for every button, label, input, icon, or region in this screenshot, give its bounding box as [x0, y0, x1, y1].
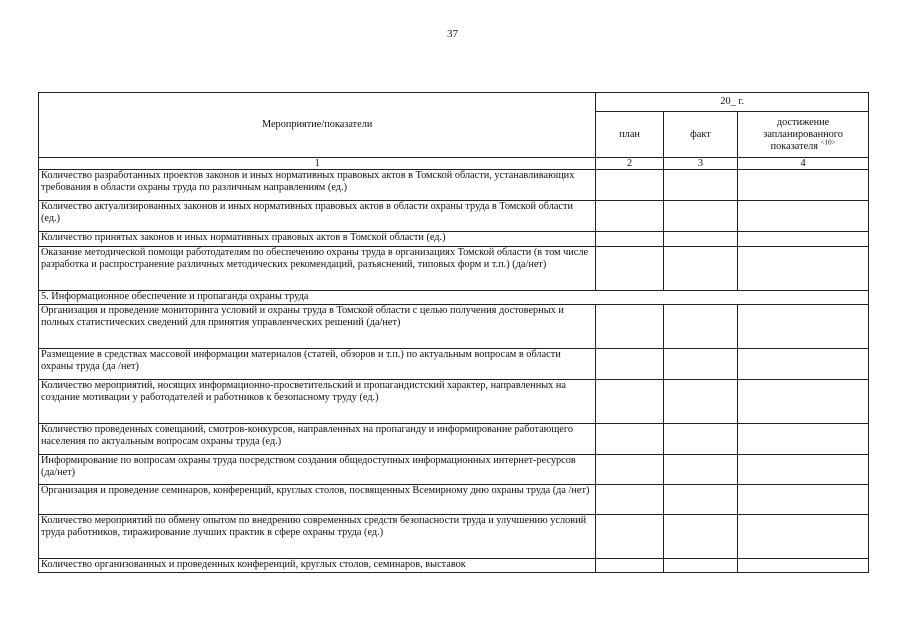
column-number: 4 — [738, 158, 869, 170]
table-row — [39, 455, 869, 485]
page-number: 37 — [447, 28, 458, 40]
table-row — [39, 201, 869, 232]
indicator-text: Размещение в средствах массовой информации материалов (статей, обзоров и т.п.) по актуальным вопросам в области охраны труда (да /нет) — [39, 349, 596, 380]
table-row — [39, 424, 869, 455]
column-number: 3 — [663, 158, 737, 170]
plan-cell — [596, 559, 663, 573]
column-number: 1 — [39, 158, 596, 170]
indicator-text: Информирование по вопросам охраны труда посредством создания общедоступных информационных интернет-ресурсов (да/нет) — [39, 455, 596, 485]
fact-cell — [663, 232, 737, 247]
column-number: 2 — [596, 158, 663, 170]
indicator-text: Количество разработанных проектов законов и иных нормативных правовых актов в Томской области, устанавливающих требования в области охраны труда по различным направлениям (ед.) — [39, 170, 596, 201]
table-row — [39, 349, 869, 380]
fact-cell — [663, 349, 737, 380]
achievement-cell — [738, 455, 869, 485]
fact-column-header: факт — [663, 112, 737, 158]
fact-cell — [663, 455, 737, 485]
indicator-text: Количество принятых законов и иных нормативных правовых актов в Томской области (ед.) — [39, 232, 596, 247]
footnote-marker: <10> — [820, 138, 836, 147]
achievement-cell — [738, 170, 869, 201]
indicators-table — [38, 92, 869, 573]
indicator-text: Количество организованных и проведенных конференций, круглых столов, семинаров, выставок — [39, 559, 596, 573]
fact-cell — [663, 247, 737, 291]
event-column-header: Мероприятие/показатели — [39, 93, 596, 158]
indicator-text: Количество проведенных совещаний, смотров-конкурсов, направленных на пропаганду и информирование работающего населения по актуальным вопросам охраны труда (ед.) — [39, 424, 596, 455]
plan-cell — [596, 485, 663, 515]
table-row — [39, 232, 869, 247]
table-row — [39, 485, 869, 515]
indicator-text: Количество мероприятий по обмену опытом по внедрению современных средств безопасности труда и улучшению условий труда работников, тиражирование лучших практик в сфере охраны труда (ед.) — [39, 515, 596, 559]
plan-cell — [596, 349, 663, 380]
achievement-cell — [738, 247, 869, 291]
fact-cell — [663, 515, 737, 559]
fact-cell — [663, 559, 737, 573]
fact-cell — [663, 485, 737, 515]
achievement-column-header — [738, 112, 869, 158]
fact-cell — [663, 305, 737, 349]
plan-column-header: план — [596, 112, 663, 158]
plan-cell — [596, 380, 663, 424]
fact-cell — [663, 170, 737, 201]
fact-cell — [663, 424, 737, 455]
plan-cell — [596, 455, 663, 485]
plan-cell — [596, 232, 663, 247]
indicator-text: Организация и проведение семинаров, конференций, круглых столов, посвященных Всемирному дню охраны труда (да /нет) — [39, 485, 596, 515]
plan-cell — [596, 201, 663, 232]
table-row — [39, 305, 869, 349]
plan-cell — [596, 247, 663, 291]
achievement-cell — [738, 380, 869, 424]
plan-cell — [596, 305, 663, 349]
table-row — [39, 380, 869, 424]
fact-cell — [663, 380, 737, 424]
indicator-text: Организация и проведение мониторинга условий и охраны труда в Томской области с целью получения достоверных и полных статистических сведений для принятия управленческих решений (да/нет) — [39, 305, 596, 349]
achievement-cell — [738, 559, 869, 573]
achievement-cell — [738, 424, 869, 455]
achievement-cell — [738, 305, 869, 349]
table-row — [39, 515, 869, 559]
indicator-text: Количество актуализированных законов и иных нормативных правовых актов в области охраны труда в Томской области (ед.) — [39, 201, 596, 232]
achievement-cell — [738, 232, 869, 247]
plan-cell — [596, 424, 663, 455]
table-row — [39, 559, 869, 573]
indicator-text: Оказание методической помощи работодателям по обеспечению охраны труда в организациях Томской области (в том числе разработка и распространение различных методических рекомендаций, разъяснений, типовых форм и т.п.) (да/нет) — [39, 247, 596, 291]
achievement-cell — [738, 515, 869, 559]
period-header: 20_ г. — [596, 93, 869, 112]
table-row — [39, 170, 869, 201]
plan-cell — [596, 170, 663, 201]
achievement-cell — [738, 201, 869, 232]
section-row — [39, 291, 869, 305]
section-title: 5. Информационное обеспечение и пропаганда охраны труда — [39, 291, 869, 305]
fact-cell — [663, 201, 737, 232]
achievement-cell — [738, 485, 869, 515]
achievement-cell — [738, 349, 869, 380]
achievement-label: достижение запланированного показателя — [763, 116, 843, 152]
table-row — [39, 247, 869, 291]
indicator-text: Количество мероприятий, носящих информационно-просветительский и пропагандистский характер, направленных на создание мотивации у работодателей и работников к безопасному труду (ед.) — [39, 380, 596, 424]
plan-cell — [596, 515, 663, 559]
